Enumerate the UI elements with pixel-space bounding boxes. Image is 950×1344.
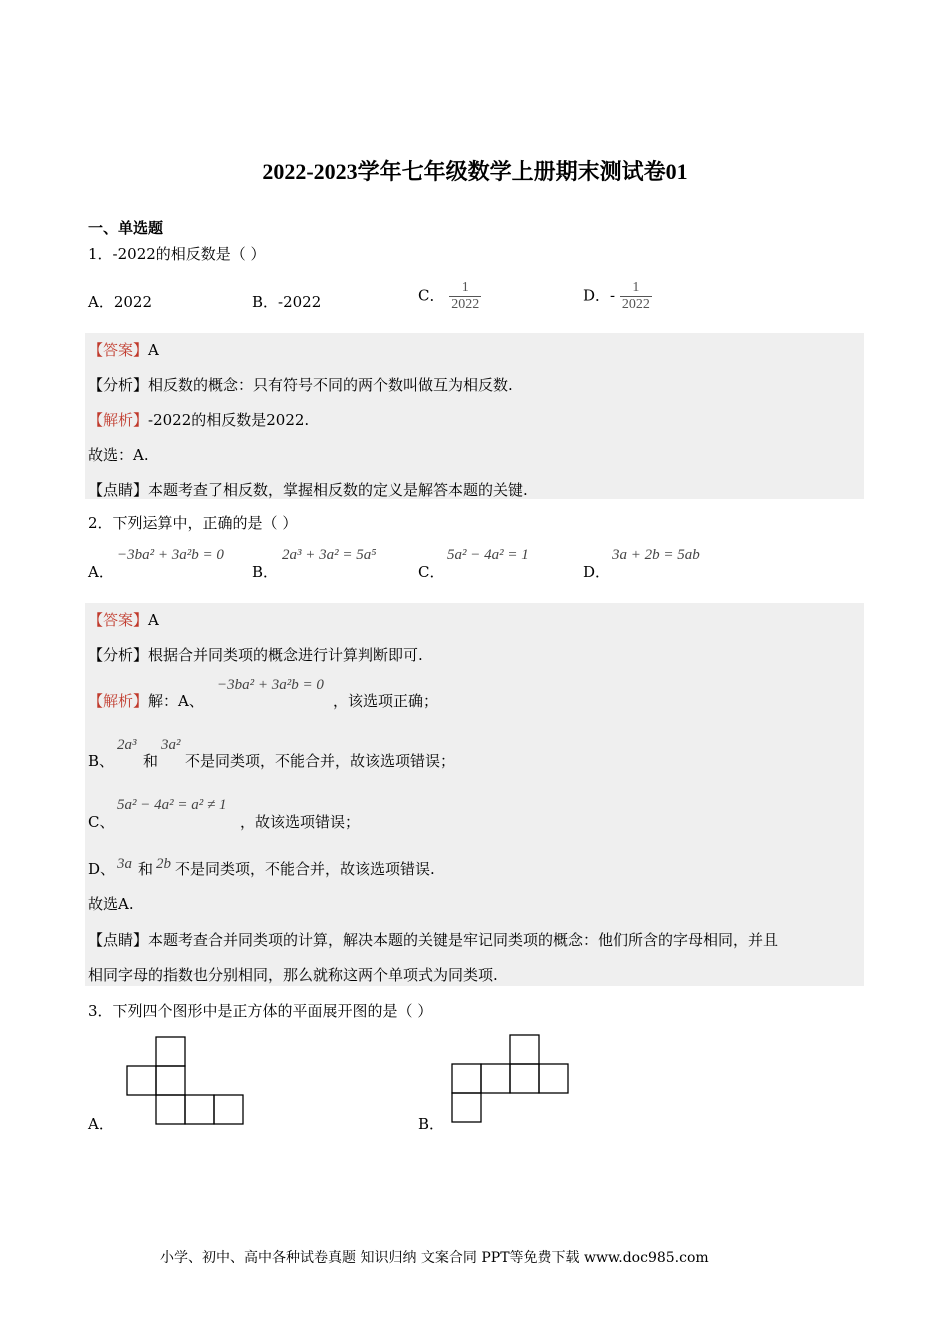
solution-text: -2022的相反数是2022. bbox=[148, 411, 310, 429]
net-square bbox=[156, 1037, 185, 1066]
solution-tag: 【解析】 bbox=[88, 692, 149, 710]
answer-value: A bbox=[148, 611, 159, 629]
q2-answer bbox=[88, 609, 159, 630]
question-1-stem: 1．-2022的相反数是（ ） bbox=[88, 245, 266, 263]
q3-option-a-label: A． bbox=[88, 1115, 114, 1133]
numerator: 1 bbox=[461, 280, 469, 295]
solution-tag: 【解析】 bbox=[88, 411, 149, 429]
comment-tag: 【点睛】 bbox=[88, 931, 149, 949]
net-square bbox=[127, 1066, 156, 1095]
option-label: C． bbox=[418, 286, 445, 305]
q1-comment bbox=[88, 479, 528, 500]
q1-answer bbox=[88, 339, 159, 360]
net-square bbox=[510, 1035, 539, 1064]
q2-c-post: ，故该选项错误； bbox=[240, 813, 361, 831]
q2-choice: 故选A. bbox=[88, 895, 134, 913]
net-square bbox=[452, 1064, 481, 1093]
q3-net-figure-b bbox=[446, 1030, 576, 1130]
q1-option-a: A．2022 bbox=[88, 293, 153, 311]
q2-c-pre: C、 bbox=[88, 813, 115, 831]
q2-b-post: 不是同类项，不能合并，故该选项错误； bbox=[185, 752, 456, 770]
comment-tag: 【点睛】 bbox=[88, 481, 149, 499]
q2-option-d-label: D． bbox=[583, 563, 611, 581]
net-square bbox=[185, 1095, 214, 1124]
q1-choice: 故选：A. bbox=[88, 446, 149, 464]
q2-analysis bbox=[88, 644, 423, 665]
q2-d-math-1: 3a bbox=[117, 856, 132, 872]
q2-c-math: 5a² − 4a² = a² ≠ 1 bbox=[117, 797, 227, 813]
q2-b-math-1: 2a³ bbox=[117, 737, 137, 753]
q2-option-d-math: 3a + 2b = 5ab bbox=[612, 547, 700, 563]
q1-option-b: B．-2022 bbox=[252, 293, 322, 311]
q3-option-b-label: B． bbox=[418, 1115, 445, 1133]
comment-text: 本题考查了相反数，掌握相反数的定义是解答本题的关键. bbox=[148, 481, 528, 499]
numerator: 1 bbox=[632, 280, 640, 295]
q2-option-b-label: B． bbox=[252, 563, 279, 581]
analysis-tag: 【分析】 bbox=[88, 376, 149, 394]
q2-d-mid: 和 bbox=[138, 860, 154, 878]
q2-d-math-2: 2b bbox=[156, 856, 171, 872]
question-2-stem: 2．下列运算中，正确的是（ ） bbox=[88, 514, 298, 532]
net-square bbox=[156, 1095, 185, 1124]
analysis-tag: 【分析】 bbox=[88, 646, 149, 664]
answer-tag: 【答案】 bbox=[88, 341, 149, 359]
q2-solution-a-post: ，该选项正确； bbox=[333, 692, 439, 710]
denominator: 2022 bbox=[451, 297, 480, 312]
net-square bbox=[156, 1066, 185, 1095]
q2-solution-a bbox=[88, 690, 204, 711]
q3-net-figure-a bbox=[120, 1030, 250, 1130]
q2-d-post: 不是同类项，不能合并，故该选项错误. bbox=[175, 860, 435, 878]
net-square bbox=[214, 1095, 243, 1124]
question-3-stem: 3．下列四个图形中是正方体的平面展开图的是（ ） bbox=[88, 1002, 433, 1020]
net-square bbox=[452, 1093, 481, 1122]
q2-option-c-label: C． bbox=[418, 563, 445, 581]
q2-option-a-math: −3ba² + 3a²b = 0 bbox=[117, 547, 224, 563]
q2-solution-a-math: −3ba² + 3a²b = 0 bbox=[217, 677, 324, 693]
denominator: 2022 bbox=[621, 297, 650, 312]
analysis-text: 根据合并同类项的概念进行计算判断即可. bbox=[148, 646, 423, 664]
q2-b-mid: 和 bbox=[143, 752, 159, 770]
q2-b-pre: B、 bbox=[88, 752, 115, 770]
fraction bbox=[449, 280, 481, 313]
comment-text: 本题考查合并同类项的计算，解决本题的关键是牢记同类项的概念：他们所含的字母相同，并且 bbox=[148, 931, 779, 949]
q1-option-d bbox=[583, 280, 652, 313]
fraction bbox=[620, 280, 652, 313]
q1-solution bbox=[88, 409, 309, 430]
q2-option-c-math: 5a² − 4a² = 1 bbox=[447, 547, 529, 563]
page-title: 2022-2023学年七年级数学上册期末测试卷01 bbox=[262, 159, 688, 184]
q1-analysis bbox=[88, 374, 513, 395]
option-label: D．- bbox=[583, 286, 616, 305]
page-footer: 小学、初中、高中各种试卷真题 知识归纳 文案合同 PPT等免费下载 www.doc985.com bbox=[160, 1250, 709, 1266]
net-square bbox=[510, 1064, 539, 1093]
q2-b-math-2: 3a² bbox=[161, 737, 181, 753]
net-square bbox=[539, 1064, 568, 1093]
answer-tag: 【答案】 bbox=[88, 611, 149, 629]
q2-option-a-label: A． bbox=[88, 563, 114, 581]
section-heading: 一、单选题 bbox=[88, 219, 164, 237]
q2-comment-1 bbox=[88, 929, 778, 950]
net-square bbox=[481, 1064, 510, 1093]
answer-value: A bbox=[148, 341, 159, 359]
q2-d-pre: D、 bbox=[88, 860, 116, 878]
q2-comment-2: 相同字母的指数也分别相同，那么就称这两个单项式为同类项. bbox=[88, 966, 498, 984]
solution-text: 解：A、 bbox=[148, 692, 204, 710]
analysis-text: 相反数的概念：只有符号不同的两个数叫做互为相反数. bbox=[148, 376, 513, 394]
q1-option-c bbox=[418, 280, 481, 313]
q2-option-b-math: 2a³ + 3a² = 5a⁵ bbox=[282, 547, 377, 563]
